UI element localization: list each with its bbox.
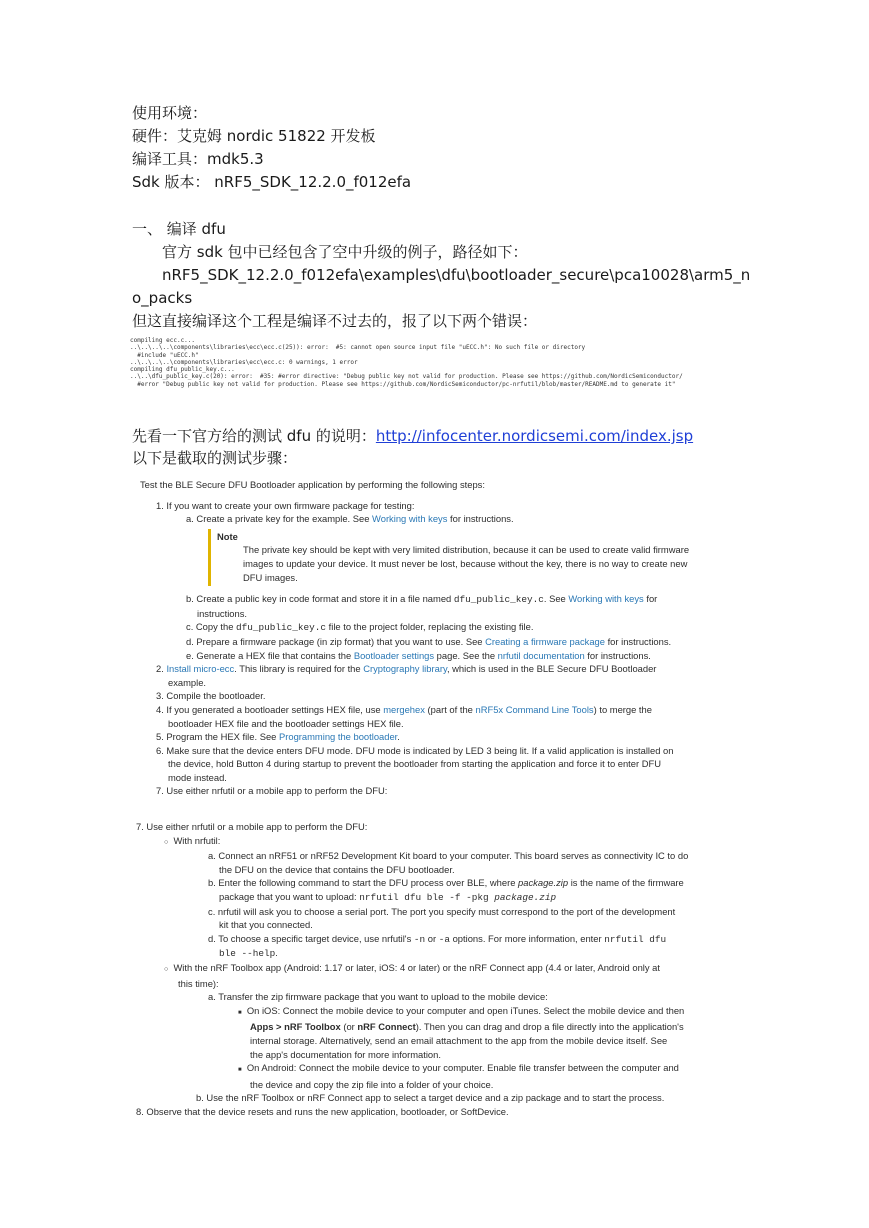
step-4 [156,703,740,730]
square-bullet-icon: ■ [238,1067,242,1074]
step-text: b. Create a public key in code format and store it in a file named [186,593,454,605]
substep-text: package that you want to upload: [219,890,360,902]
mobile-app-bullet [164,961,742,990]
working-with-keys-link[interactable]: Working with keys [568,593,644,605]
error-line: ..\..\..\..\components\libraries\ecc\ecc.c: 0 warnings, 1 error [130,358,358,366]
substep-text: or [425,932,439,944]
step-text: for instructions. [447,513,514,525]
substep-text: b. Enter the following command to start the DFU process over BLE, where [208,877,519,889]
step-text: 5. Program the HEX file. See [156,731,279,743]
substep-text: a. Connect an nRF51 or nRF52 Development Kit board to your computer. This board serves as connectivity IC to do [208,850,689,862]
note-box [208,529,740,586]
section-paragraph-2: 但这直接编译这个工程是编译不过去的，报了以下两个错误： [132,312,538,330]
infocenter-link[interactable]: http://infocenter.nordicsemi.com/index.jsp [375,427,694,445]
note-line: images to update your device. It must never be lost, because without the key, there is no way to create new [243,557,688,569]
error-line: #error "Debug public key not valid for production. Please see https://github.com/NordicSemiconductor/pc-nrfutil/blob/master/README.md to generate it" [130,380,676,388]
step-text: . This library is required for the [234,663,364,675]
section-heading: 一、 编译 dfu [132,220,226,238]
intro-sdk: Sdk 版本： nRF5_SDK_12.2.0_f012efa [132,173,412,191]
step-text: a. Create a private key for the example. See [186,513,373,525]
step-3: 3. Compile the bootloader. [156,690,266,702]
step-text: for instructions. [604,635,672,647]
note-line: DFU images. [243,571,298,583]
circle-bullet-icon: ○ [164,965,169,973]
intro-env: 使用环境： [132,104,208,122]
substep-text: a. Transfer the zip firmware package that you want to upload to the mobile device: [208,991,548,1003]
item-text: (or [340,1021,358,1033]
circle-bullet-icon: ○ [164,838,169,846]
step-text: ) to merge the [593,703,652,715]
nrfutil-command: nrfutil dfu ble -f -pkg [359,891,495,903]
step-text: c. Copy the [186,621,237,633]
test-instructions-intro [132,425,772,469]
bullet-text: this time): [178,977,219,989]
step-1a [156,512,740,526]
step-7: 7. Use either nrfutil or a mobile app to perform the DFU: [136,821,368,832]
step-1: 1. If you want to create your own firmware package for testing: [156,499,415,511]
item-text: the device and copy the zip file into a folder of your choice. [250,1078,494,1090]
steps-caption: 以下是截取的测试步骤： [132,449,298,467]
section-compile-dfu [132,218,751,333]
step-text: the device, hold Button 4 during startup to prevent the bootloader from starting the application and force it to enter DFU [168,758,661,770]
section-paragraph-1: 官方 sdk 包中已经包含了空中升级的例子，路径如下： [162,243,528,261]
mergehex-link[interactable]: mergehex [383,703,425,715]
command-line-tools-link[interactable]: nRF5x Command Line Tools [475,703,594,715]
step-1b [156,592,740,620]
error-line: ..\..\..\..\components\libraries\ecc\ecc.c(25)): error: #5: cannot open source input file "uECC.h": No such file or directory [130,344,586,352]
compiler-error-output [130,337,720,388]
step-text: example. [168,676,207,688]
nrfutil-command-arg: package.zip [494,891,557,903]
bullet-text: With the nRF Toolbox app (Android: 1.17 or later, iOS: 4 or later) or the nRF Connect app (4.4 or later, Android only at [173,961,660,973]
step-text: d. Prepare a firmware package (in zip format) that you want to use. See [186,635,486,647]
step-text: 4. If you generated a bootloader settings HEX file, use [156,703,384,715]
error-line: #include "uECC.h" [130,351,199,359]
step-text: e. Generate a HEX file that contains the [186,649,354,661]
square-bullet-icon: ■ [238,1009,242,1016]
item-text: the app's documentation for more information. [250,1048,441,1060]
menu-path-text: Apps > nRF Toolbox [250,1021,341,1033]
ios-item [208,1004,742,1061]
cryptography-library-link[interactable]: Cryptography library [363,663,447,675]
step-2 [156,662,740,689]
example-path-line-1: nRF5_SDK_12.2.0_f012efa\examples\dfu\bootloader_secure\pca10028\arm5_n [162,266,751,284]
step-text: for [643,593,658,605]
bootloader-settings-link[interactable]: Bootloader settings [353,649,435,661]
step-7: 7. Use either nrfutil or a mobile app to perform the DFU: [156,785,388,797]
step-text: page. See the [434,649,498,661]
option-code: -n [413,933,426,945]
code-filename: dfu_public_key.c [236,622,327,634]
step-1e [156,649,740,663]
item-text: ). Then you can drag and drop a file directly into the application's [415,1021,684,1033]
note-line: The private key should be kept with very limited distribution, because it can be used to create valid firmware [243,544,690,556]
step-text: for instructions. [584,649,651,661]
example-path-line-2: o_packs [132,289,193,307]
step-text: bootloader HEX file and the bootloader settings HEX file. [168,717,404,729]
step-1d [156,635,740,649]
item-text: On iOS: Connect the mobile device to your computer and open iTunes. Select the mobile device and then [246,1004,685,1016]
intro-block [132,102,772,194]
menu-path-text: nRF Connect [357,1021,416,1033]
step-5 [156,730,740,744]
creating-firmware-package-link[interactable]: Creating a firmware package [485,635,605,647]
test-steps-screenshot [140,478,740,798]
substep-text: . [275,947,278,959]
option-code: -a [438,933,450,945]
item-text: On Android: Connect the mobile device to your computer. Enable file transfer between the computer and [246,1062,679,1074]
item-text: internal storage. Alternatively, send an email attachment to the app from the mobile device itself. See [250,1034,668,1046]
intro-compiler: 编译工具：mdk5.3 [132,150,264,168]
step-1c [156,620,740,635]
help-command: nrfutil dfu [604,933,667,945]
infocenter-text: 先看一下官方给的测试 dfu 的说明： [132,427,376,445]
dfu-methods-screenshot [136,820,742,1118]
note-title: Note [217,530,238,542]
bullet-text: With nrfutil: [173,834,221,846]
substep-text: options. For more information, enter [449,932,605,944]
substep-text: the DFU on the device that contains the DFU bootloader. [219,863,455,875]
step-text: file to the project folder, replacing the existing file. [326,621,534,633]
error-line: ..\..\dfu_public_key.c(20): error: #35: #error directive: "Debug public key not valid for production. Please see https://github.com/NordicSemiconductor/ [130,373,683,381]
substep-text: kit that you connected. [219,919,313,931]
error-line: compiling dfu_public_key.c... [130,366,235,374]
help-command: ble --help [219,948,276,960]
substep-text: is the name of the firmware [568,877,684,889]
error-line: compiling ecc.c... [130,337,196,344]
steps-intro: Test the BLE Secure DFU Bootloader application by performing the following steps: [140,479,485,490]
substep-text: d. To choose a specific target device, use nrfutil's [208,932,414,944]
step-text: instructions. [197,607,248,619]
step-6 [156,744,740,785]
step-text: , which is used in the BLE Secure DFU Bootloader [446,663,657,675]
step-text: . [397,731,400,743]
step-text: (part of the [424,703,476,715]
install-micro-ecc-link[interactable]: Install micro-ecc [166,663,235,675]
step-8: 8. Observe that the device resets and runs the new application, bootloader, or SoftDevice. [136,1105,509,1117]
step-text: 6. Make sure that the device enters DFU mode. DFU mode is indicated by LED 3 being lit. If a valid application is installed on [156,744,674,756]
programming-bootloader-link[interactable]: Programming the bootloader [278,731,398,743]
step-text: . See [543,593,569,605]
substep-text: b. Use the nRF Toolbox or nRF Connect app to select a target device and a zip package and to start the process. [196,1092,665,1104]
working-with-keys-link[interactable]: Working with keys [372,513,448,525]
package-zip-text: package.zip [518,877,569,889]
step-text: 2. [156,663,167,675]
android-item [208,1061,742,1091]
substep-text: c. nrfutil will ask you to choose a serial port. The port you specify must correspond to the port of the development [208,905,676,917]
code-filename: dfu_public_key.c [453,594,544,606]
nrfutil-documentation-link[interactable]: nrfutil documentation [497,649,585,661]
step-text: mode instead. [168,771,227,783]
intro-hardware: 硬件：艾克姆 nordic 51822 开发板 [132,127,376,145]
nrfutil-bullet [164,834,742,850]
